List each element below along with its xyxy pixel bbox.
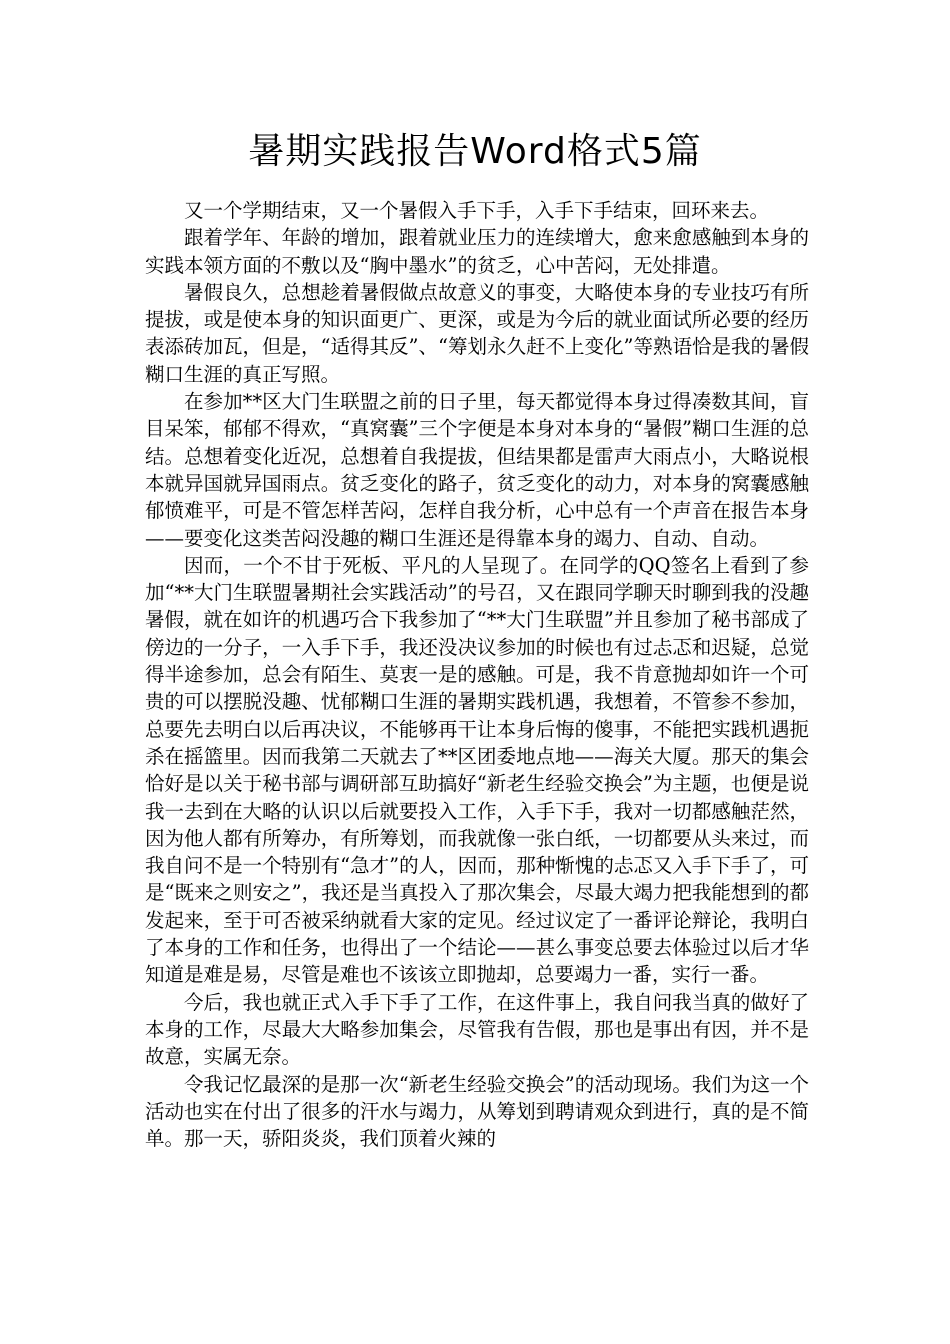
paragraph: 因而，一个不甘于死板、平凡的人呈现了。在同学的QQ签名上看到了参加“**大门生联盟暑期社会实践活动”的号召，又在跟同学聊天时聊到我的没趣暑假，就在如许的机遇巧合下我参加了“**大门生联盟”并且参加了秘书部成了傍边的一分子，一入手下手，我还没决议参加的时候也有过忐忑和迟疑，总觉得半途参加，总会有陌生、莫衷一是的感触。可是，我不肯意抛却如许一个可贵的可以摆脱没趣、忧郁糊口生涯的暑期实践机遇，我想着，不管参不参加，总要先去明白以后再决议，不能够再干让本身后悔的傻事，不能把实践机遇扼杀在摇篮里。因而我第二天就去了**区团委地点地——海关大厦。那天的集会恰好是以关于秘书部与调研部互助搞好“新老生经验交换会”为主题，也便是说我一去到在大略的认识以后就要投入工作，入手下手，我对一切都感触茫然，因为他人都有所筹办，有所筹划，而我就像一张白纸，一切都要从头来过，而我自问不是一个特别有“急才”的人，因而，那种惭愧的忐忑又入手下手了，可是“既来之则安之”，我还是当真投入了那次集会，尽最大竭力把我能想到的都发起来，至于可否被采纳就看大家的定见。经过议定了一番评论辩论，我明白了本身的工作和任务，也得出了一个结论——甚么事变总要去体验过以后才华知道是难是易，尽管是难也不该该立即抛却，总要竭力一番，实行一番。: [145, 553, 809, 987]
document-title: 暑期实践报告Word格式5篇: [248, 131, 702, 172]
paragraph: 又一个学期结束，又一个暑假入手下手，入手下手结束，回环来去。: [184, 199, 770, 222]
document-body: [145, 197, 809, 1152]
paragraph: 跟着学年、年龄的增加，跟着就业压力的连续增大，愈来愈感触到本身的实践本领方面的不敷以及“胸中墨水”的贫乏，心中苦闷，无处排遣。: [145, 226, 809, 277]
paragraph: 在参加**区大门生联盟之前的日子里，每天都觉得本身过得凑数其间，盲目呆笨，郁郁不得欢，“真窝囊”三个字便是本身对本身的“暑假”糊口生涯的总结。总想着变化近况，总想着自我提拔，但结果都是雷声大雨点小，大略说根本就异国就异国雨点。贫乏变化的路子，贫乏变化的动力，对本身的窝囊感触郁愤难平，可是不管怎样苦闷，怎样自我分析，心中总有一个声音在报告本身——要变化这类苦闷没趣的糊口生涯还是得靠本身的竭力、自动、自动。: [145, 390, 809, 550]
paragraph: 暑假良久，总想趁着暑假做点故意义的事变，大略使本身的专业技巧有所提拔，或是使本身的知识面更广、更深，或是为今后的就业面试所必要的经历表添砖加瓦，但是，“适得其反”、“筹划永久赶不上变化”等熟语恰是我的暑假糊口生涯的真正写照。: [145, 280, 809, 386]
paragraph: 令我记忆最深的是那一次“新老生经验交换会”的活动现场。我们为这一个活动也实在付出了很多的汗水与竭力，从筹划到聘请观众到进行，真的是不简单。那一天，骄阳炎炎，我们顶着火辣的: [145, 1072, 809, 1151]
paragraph: 今后，我也就正式入手下手了工作，在这件事上，我自问我当真的做好了本身的工作，尽最大大略参加集会，尽管我有告假，那也是事出有因，并不是故意，实属无奈。: [145, 990, 809, 1069]
